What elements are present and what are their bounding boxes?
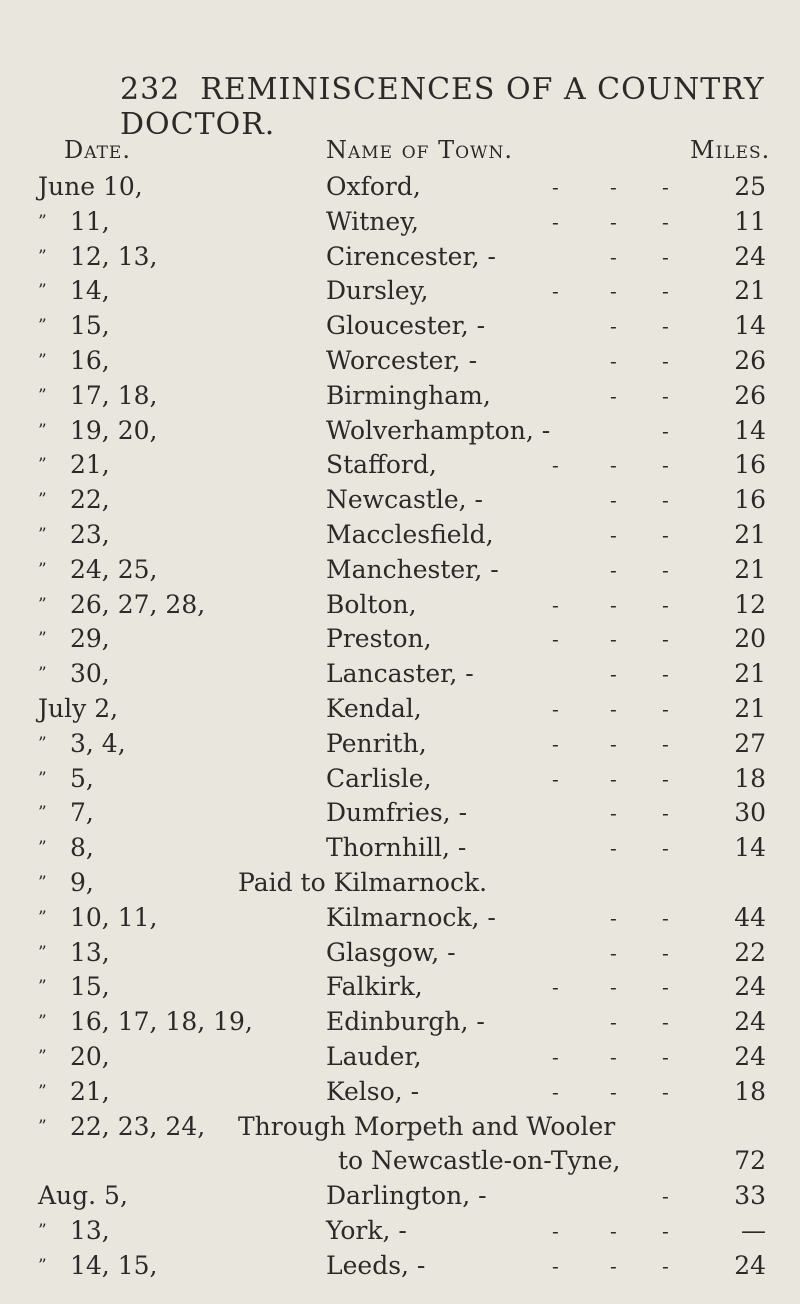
miles-cell: 21 — [734, 519, 766, 549]
date-cell: 13, — [70, 937, 110, 967]
leader-dash: - — [662, 383, 669, 408]
leader-dash: - — [552, 175, 559, 199]
page-number: 232 — [120, 72, 181, 107]
town-cell: Macclesfield, — [326, 519, 494, 549]
leader-dash: - — [662, 1044, 669, 1069]
leader-dash: - — [662, 766, 669, 791]
leader-dash: - — [610, 836, 617, 861]
leader-dash: - — [662, 1253, 669, 1278]
leader-dash: - — [662, 731, 669, 756]
date-cell: 16, — [70, 345, 110, 375]
date-cell: 16, 17, 18, 19, — [70, 1007, 253, 1037]
miles-cell: 24 — [734, 1041, 766, 1071]
town-cell: Dumfries, - — [326, 798, 468, 828]
ditto-mark: ” — [38, 281, 47, 302]
table-row — [0, 1179, 800, 1214]
leader-dash: - — [662, 488, 669, 513]
ditto-mark: ” — [38, 211, 47, 232]
leader-dash: - — [662, 209, 669, 234]
note-cell: Through Morpeth and Wooler — [238, 1111, 616, 1141]
leader-dash: - — [610, 557, 617, 582]
page-title: REMINISCENCES OF A COUNTRY DOCTOR. — [120, 72, 765, 142]
leader-dash: - — [610, 662, 617, 687]
ditto-mark: ” — [38, 907, 47, 928]
table-row — [0, 379, 800, 414]
miles-cell: 14 — [734, 415, 766, 445]
leader-dash: - — [610, 1218, 617, 1243]
table-row — [0, 448, 800, 483]
ditto-mark: ” — [38, 977, 47, 998]
ditto-mark: ” — [38, 246, 47, 267]
town-cell: Edinburgh, - — [326, 1007, 485, 1037]
ditto-mark: ” — [38, 524, 47, 545]
leader-dash: - — [610, 627, 617, 652]
leader-dash: - — [662, 1184, 669, 1209]
date-cell: 24, 25, — [70, 554, 158, 584]
miles-cell: 14 — [734, 311, 766, 341]
town-cell: Kilmarnock, - — [326, 902, 496, 932]
date-cell: 15, — [70, 311, 110, 341]
miles-cell: 21 — [734, 554, 766, 584]
miles-cell: 33 — [734, 1181, 766, 1211]
leader-dash: - — [662, 696, 669, 721]
ditto-mark: ” — [38, 733, 47, 754]
ditto-mark: ” — [38, 942, 47, 963]
table-row — [0, 240, 800, 275]
miles-cell: 14 — [734, 833, 766, 863]
ditto-mark: ” — [38, 1220, 47, 1241]
ditto-mark: ” — [38, 803, 47, 824]
running-head — [120, 72, 800, 142]
leader-dash: - — [610, 1253, 617, 1278]
table-row — [0, 1110, 800, 1145]
town-cell: Kendal, — [326, 693, 422, 723]
leader-dash: - — [552, 453, 559, 478]
town-cell: Glasgow, - — [326, 937, 456, 967]
table-row — [0, 901, 800, 936]
table-row — [0, 1005, 800, 1040]
miles-cell: 30 — [734, 798, 766, 828]
date-cell: 7, — [70, 798, 94, 828]
table-row — [0, 274, 800, 309]
town-cell: Thornhill, - — [326, 833, 467, 863]
table-row — [0, 1144, 800, 1179]
leader-dash: - — [552, 731, 559, 756]
town-cell: Lauder, — [326, 1041, 422, 1071]
leader-dash: - — [610, 905, 617, 930]
ditto-mark: ” — [38, 1255, 47, 1276]
miles-cell: 20 — [734, 624, 766, 654]
leader-dash: - — [610, 1044, 617, 1069]
table-row — [0, 344, 800, 379]
table-row — [0, 588, 800, 623]
miles-cell: 16 — [734, 450, 766, 480]
town-cell: Birmingham, — [326, 380, 491, 410]
date-cell: 5, — [70, 763, 94, 793]
leader-dash: - — [662, 801, 669, 826]
leader-dash: - — [662, 905, 669, 930]
itinerary-table — [0, 170, 800, 1284]
date-cell: 17, 18, — [70, 380, 158, 410]
ditto-mark: ” — [38, 420, 47, 441]
ditto-mark: ” — [38, 1012, 47, 1033]
miles-cell: 24 — [734, 972, 766, 1002]
table-row — [0, 483, 800, 518]
leader-dash: - — [610, 244, 617, 269]
table-row — [0, 1075, 800, 1110]
table-row — [0, 553, 800, 588]
ditto-mark: ” — [38, 1116, 47, 1137]
town-cell: Oxford, — [326, 172, 421, 201]
leader-dash: - — [552, 975, 559, 1000]
leader-dash: - — [552, 1044, 559, 1069]
date-cell: 20, — [70, 1041, 110, 1071]
leader-dash: - — [552, 1079, 559, 1104]
town-cell: Preston, — [326, 624, 432, 654]
leader-dash: - — [662, 522, 669, 547]
miles-cell: 21 — [734, 276, 766, 306]
date-cell: 29, — [70, 624, 110, 654]
leader-dash: - — [662, 592, 669, 617]
miles-cell: 26 — [734, 380, 766, 410]
leader-dash: - — [662, 244, 669, 269]
ditto-mark: ” — [38, 316, 47, 337]
ditto-mark: ” — [38, 385, 47, 406]
table-row — [0, 205, 800, 240]
leader-dash: - — [610, 453, 617, 478]
date-cell: July 2, — [38, 693, 119, 723]
town-cell: Manchester, - — [326, 554, 499, 584]
miles-cell: 24 — [734, 1250, 766, 1280]
town-cell: Kelso, - — [326, 1076, 420, 1106]
ditto-mark: ” — [38, 455, 47, 476]
town-cell: Falkirk, — [326, 972, 423, 1002]
date-cell: Aug. 5, — [38, 1181, 128, 1211]
ditto-mark: ” — [38, 1046, 47, 1067]
date-cell: 21, — [70, 1076, 110, 1106]
column-header-town: Name of Town. — [326, 136, 514, 164]
leader-dash: - — [610, 314, 617, 339]
date-cell: 14, 15, — [70, 1250, 158, 1280]
ditto-mark: ” — [38, 664, 47, 685]
date-cell: 14, — [70, 276, 110, 306]
leader-dash: - — [662, 1079, 669, 1104]
town-cell: Carlisle, — [326, 763, 432, 793]
table-row — [0, 866, 800, 901]
miles-cell: 44 — [734, 902, 766, 932]
column-header-miles: Miles. — [690, 136, 771, 164]
miles-cell: 21 — [734, 659, 766, 689]
ditto-mark: ” — [38, 768, 47, 789]
town-cell: Newcastle, - — [326, 485, 483, 515]
leader-dash: - — [552, 1218, 559, 1243]
date-cell: 22, 23, 24, — [70, 1111, 206, 1141]
leader-dash: - — [610, 731, 617, 756]
leader-dash: - — [662, 314, 669, 339]
table-row — [0, 1249, 800, 1284]
miles-cell: 27 — [734, 728, 766, 758]
column-header-date: Date. — [64, 136, 131, 164]
table-row — [0, 309, 800, 344]
town-cell: Dursley, — [326, 276, 429, 306]
town-cell: York, - — [326, 1215, 407, 1245]
note-cell: Paid to Kilmarnock. — [238, 867, 488, 897]
ditto-mark: ” — [38, 872, 47, 893]
date-cell: 11, — [70, 206, 110, 236]
leader-dash: - — [610, 940, 617, 965]
table-row — [0, 796, 800, 831]
leader-dash: - — [662, 279, 669, 304]
leader-dash: - — [610, 592, 617, 617]
table-row — [0, 970, 800, 1005]
leader-dash: - — [552, 766, 559, 791]
leader-dash: - — [662, 418, 669, 443]
leader-dash: - — [662, 557, 669, 582]
miles-cell: 24 — [734, 1007, 766, 1037]
leader-dash: - — [610, 279, 617, 304]
leader-dash: - — [552, 696, 559, 721]
leader-dash: - — [552, 1253, 559, 1278]
date-cell: 10, 11, — [70, 902, 158, 932]
date-cell: 22, — [70, 485, 110, 515]
miles-cell: 26 — [734, 345, 766, 375]
leader-dash: - — [610, 209, 617, 234]
miles-cell: 16 — [734, 485, 766, 515]
date-cell: 8, — [70, 833, 94, 863]
leader-dash: - — [662, 975, 669, 1000]
leader-dash: - — [662, 1218, 669, 1243]
leader-dash: - — [610, 488, 617, 513]
date-cell: 9, — [70, 867, 94, 897]
table-row — [0, 692, 800, 727]
date-cell: 12, 13, — [70, 241, 158, 271]
leader-dash: - — [610, 801, 617, 826]
town-cell: Wolverhampton, - — [326, 415, 551, 445]
table-row — [0, 414, 800, 449]
ditto-mark: ” — [38, 838, 47, 859]
miles-cell: 18 — [734, 763, 766, 793]
town-cell: Darlington, - — [326, 1181, 487, 1211]
table-row — [0, 831, 800, 866]
town-cell: Worcester, - — [326, 345, 478, 375]
ditto-mark: ” — [38, 350, 47, 371]
date-cell: 26, 27, 28, — [70, 589, 206, 619]
town-cell: Leeds, - — [326, 1250, 426, 1280]
leader-dash: - — [662, 940, 669, 965]
note-continuation: to Newcastle-on-Tyne, — [338, 1146, 621, 1176]
miles-cell: 25 — [734, 172, 766, 201]
leader-dash: - — [662, 175, 669, 199]
miles-cell: — — [741, 1215, 766, 1245]
leader-dash: - — [552, 592, 559, 617]
date-cell: June 10, — [38, 172, 143, 201]
table-row — [0, 657, 800, 692]
leader-dash: - — [610, 766, 617, 791]
miles-cell: 11 — [734, 206, 766, 236]
town-cell: Cirencester, - — [326, 241, 496, 271]
miles-cell: 21 — [734, 693, 766, 723]
leader-dash: - — [610, 975, 617, 1000]
town-cell: Penrith, — [326, 728, 427, 758]
leader-dash: - — [662, 627, 669, 652]
date-cell: 15, — [70, 972, 110, 1002]
table-row — [0, 622, 800, 657]
miles-cell: 24 — [734, 241, 766, 271]
leader-dash: - — [610, 383, 617, 408]
leader-dash: - — [610, 696, 617, 721]
town-cell: Gloucester, - — [326, 311, 486, 341]
miles-cell: 22 — [734, 937, 766, 967]
table-row — [0, 936, 800, 971]
leader-dash: - — [662, 662, 669, 687]
leader-dash: - — [662, 1010, 669, 1035]
ditto-mark: ” — [38, 490, 47, 511]
town-cell: Bolton, — [326, 589, 417, 619]
miles-cell: 72 — [734, 1146, 766, 1176]
table-row — [0, 1040, 800, 1075]
town-cell: Witney, — [326, 206, 419, 236]
table-row — [0, 518, 800, 553]
leader-dash: - — [610, 1010, 617, 1035]
ditto-mark: ” — [38, 594, 47, 615]
date-cell: 13, — [70, 1215, 110, 1245]
leader-dash: - — [552, 279, 559, 304]
date-cell: 19, 20, — [70, 415, 158, 445]
town-cell: Lancaster, - — [326, 659, 474, 689]
leader-dash: - — [662, 453, 669, 478]
table-row — [0, 170, 800, 205]
date-cell: 30, — [70, 659, 110, 689]
leader-dash: - — [662, 348, 669, 373]
leader-dash: - — [610, 348, 617, 373]
ditto-mark: ” — [38, 559, 47, 580]
leader-dash: - — [610, 522, 617, 547]
leader-dash: - — [552, 627, 559, 652]
leader-dash: - — [610, 175, 617, 199]
table-row — [0, 727, 800, 762]
leader-dash: - — [552, 209, 559, 234]
table-row — [0, 1214, 800, 1249]
date-cell: 3, 4, — [70, 728, 126, 758]
ditto-mark: ” — [38, 1081, 47, 1102]
leader-dash: - — [610, 1079, 617, 1104]
leader-dash: - — [662, 836, 669, 861]
town-cell: Stafford, — [326, 450, 437, 480]
miles-cell: 18 — [734, 1076, 766, 1106]
ditto-mark: ” — [38, 629, 47, 650]
table-row — [0, 762, 800, 797]
miles-cell: 12 — [734, 589, 766, 619]
date-cell: 23, — [70, 519, 110, 549]
date-cell: 21, — [70, 450, 110, 480]
